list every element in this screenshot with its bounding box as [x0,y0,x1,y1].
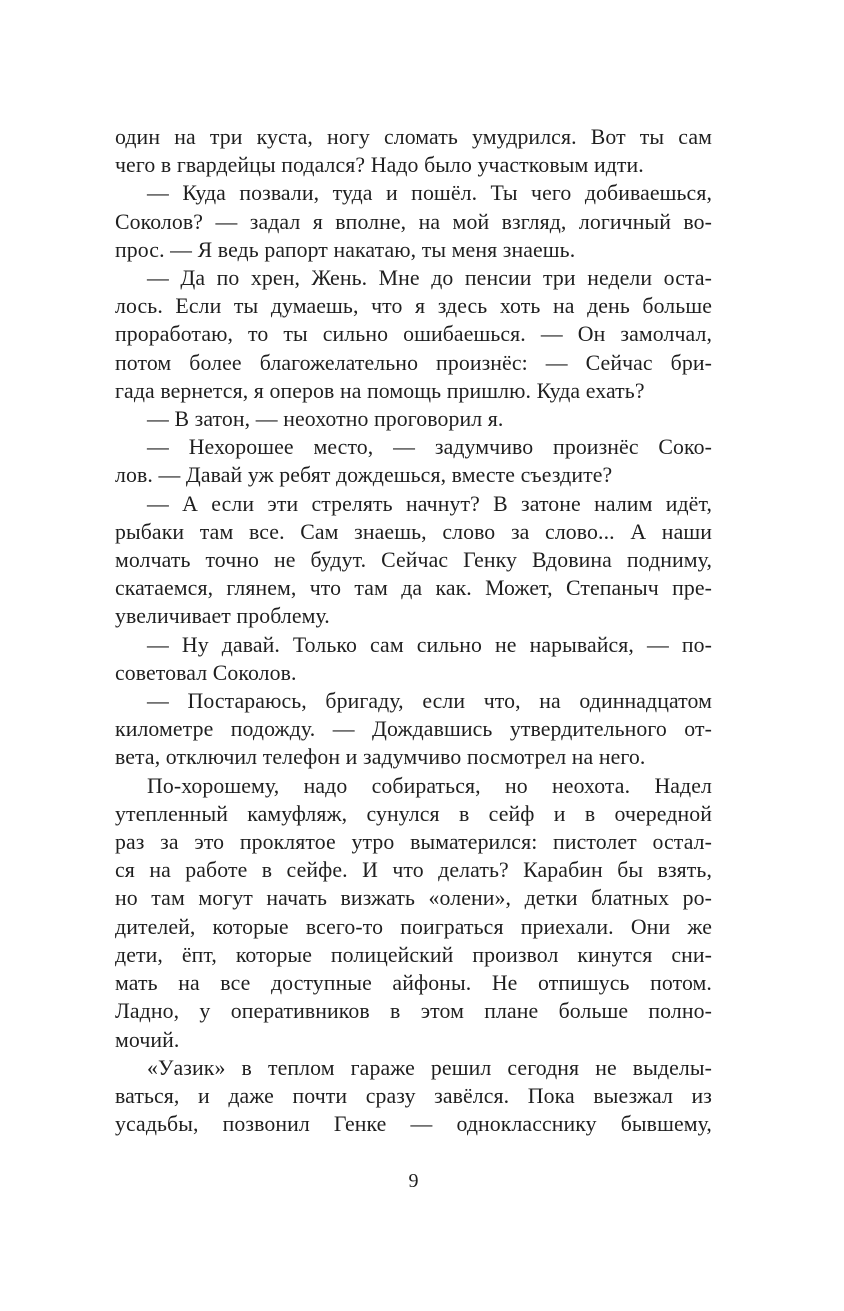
text-line: но там могут начать визжать «олени», детки блатных ро- [115,886,712,911]
paragraph [115,687,712,772]
paragraph [115,433,712,489]
text-line: Ладно, у оперативников в этом плане больше полно- [115,999,712,1024]
paragraph [115,772,712,1054]
text-line: рыбаки там все. Сам знаешь, слово за слово... А наши [115,519,712,544]
text-line: — Да по хрен, Жень. Мне до пенсии три недели оста- [147,266,712,291]
paragraph [115,264,712,405]
text-line: — В затон, — неохотно проговорил я. [147,407,504,432]
text-line: молчать точно не будут. Сейчас Генку Вдовина подниму, [115,548,712,573]
text-line: «Уазик» в теплом гараже решил сегодня не выделы- [147,1055,712,1080]
paragraph [115,490,712,631]
text-line: мочий. [115,1027,180,1052]
paragraph [115,123,712,179]
text-line: вета, отключил телефон и задумчиво посмотрел на него. [115,745,646,770]
text-line: — А если эти стрелять начнут? В затоне налим идёт, [147,491,712,516]
text-line: дителей, которые всего-то поиграться приехали. Они же [115,914,712,939]
text-line: проработаю, то ты сильно ошибаешься. — Он замолчал, [115,322,712,347]
text-line: чего в гвардейцы подался? Надо было участковым идти. [115,153,644,178]
text-line: лось. Если ты думаешь, что я здесь хоть на день больше [115,294,712,319]
paragraph [115,631,712,687]
text-line: усадьбы, позвонил Генке — однокласснику бывшему, [115,1112,712,1137]
text-line: — Нехорошее место, — задумчиво произнёс Соко- [147,435,712,460]
text-block [115,123,712,1138]
text-line: — Постараюсь, бригаду, если что, на одиннадцатом [147,689,712,714]
text-line: один на три куста, ногу сломать умудрился. Вот ты сам [115,125,712,149]
page-number: 9 [408,1170,419,1192]
text-line: километре подожду. — Дождавшись утвердительного от- [115,717,712,742]
text-line: По-хорошему, надо собираться, но неохота. Надел [147,773,712,798]
text-line: гада вернется, я оперов на помощь пришлю. Куда ехать? [115,378,645,403]
text-line: утепленный камуфляж, сунулся в сейф и в очередной [115,801,712,826]
text-line: скатаемся, глянем, что там да как. Может, Степаныч пре- [115,576,712,601]
paragraph [115,1054,712,1139]
text-line: раз за это проклятое утро выматерился: пистолет остал- [115,830,712,855]
text-line: Соколов? — задал я вполне, на мой взгляд, логичный во- [115,209,712,234]
text-line: прос. — Я ведь рапорт накатаю, ты меня знаешь. [115,237,576,262]
text-line: лов. — Давай уж ребят дождешься, вместе съездите? [115,463,613,488]
text-line: мать на все доступные айфоны. Не отпишусь потом. [115,971,712,996]
paragraph [115,179,712,264]
text-line: дети, ёпт, которые полицейский произвол кинутся сни- [115,942,712,967]
text-line: советовал Соколов. [115,660,297,685]
text-line: ваться, и даже почти сразу завёлся. Пока выезжал из [115,1083,712,1108]
text-line: потом более благожелательно произнёс: — Сейчас бри- [115,350,712,375]
paragraph [115,405,712,433]
text-line: — Ну давай. Только сам сильно не нарывайся, — по- [147,632,712,657]
text-line: увеличивает проблему. [115,604,330,629]
text-line: ся на работе в сейфе. И что делать? Карабин бы взять, [115,858,712,883]
text-line: — Куда позвали, туда и пошёл. Ты чего добиваешься, [147,181,712,206]
